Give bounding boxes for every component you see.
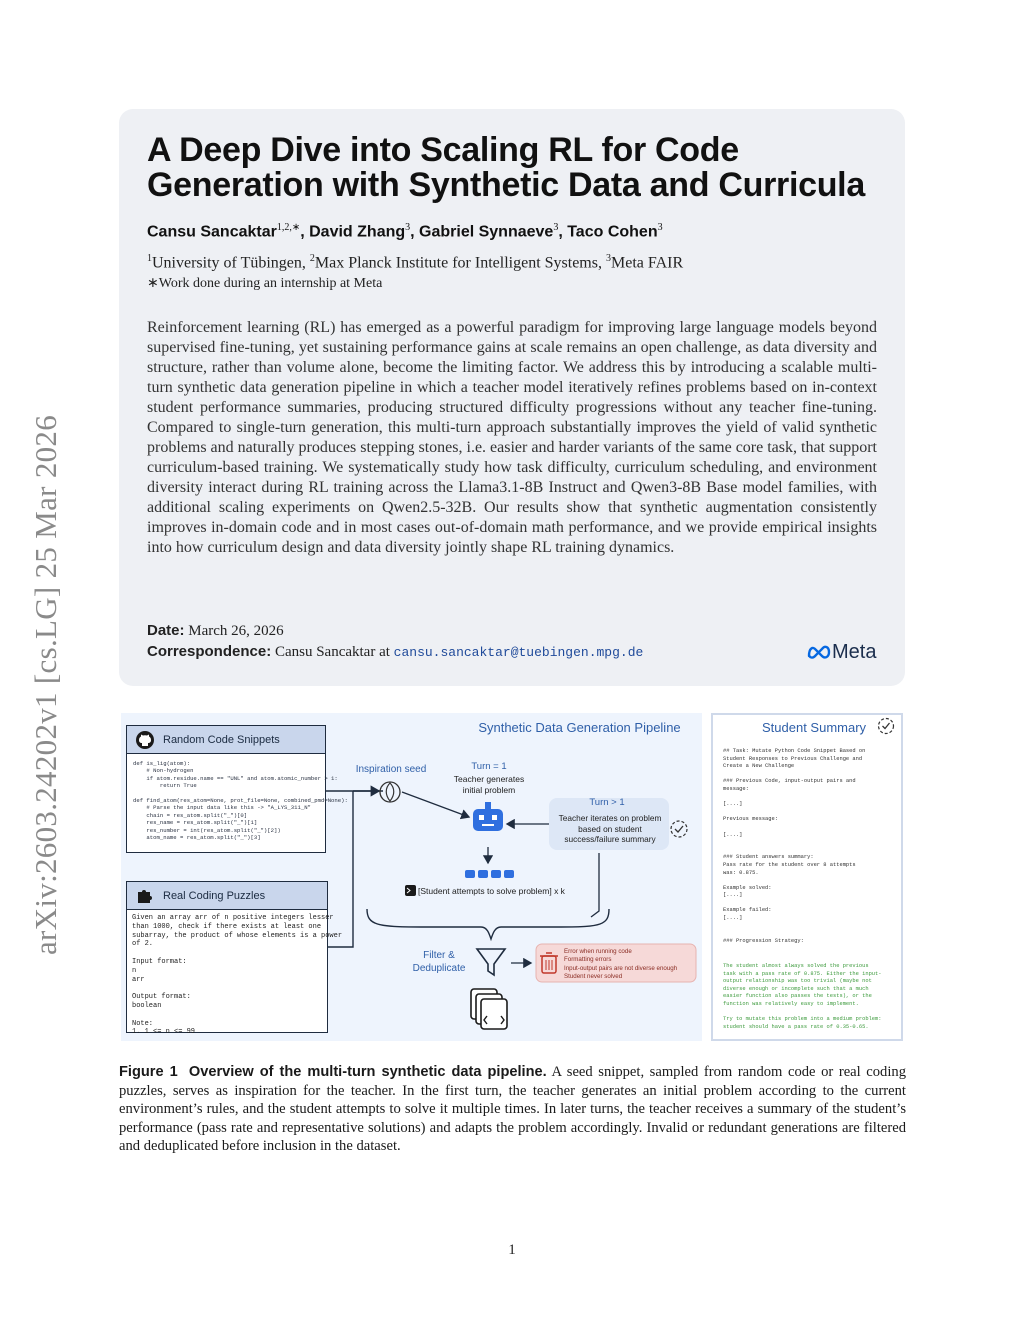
author-name: Cansu Sancaktar [147, 223, 277, 241]
error-item: Student never solved [564, 973, 623, 981]
meta-logo: Meta [806, 641, 876, 664]
paper-title: A Deep Dive into Scaling RL for Code Generation with Synthetic Data and Curricula [147, 131, 865, 204]
arxiv-stamp: arXiv:2603.24202v1 [cs.LG] 25 Mar 2026 [28, 414, 63, 955]
student-summary-title: Student Summary [762, 720, 867, 735]
author-name: Taco Cohen [567, 223, 658, 241]
abstract: Reinforcement learning (RL) has emerged as a powerful paradigm for improving large language models beyond supervised fine-tuning, yet sustaining performance gains at scale remains an open challenge, as data diversity and structure, rather than volume alone, become the limiting factor. We address this by introducing a scalable multi-turn synthetic data generation pipeline in which a teacher model iteratively refines problems based on in-context student performance summaries, producing structured difficulty progressions without any teacher fine-tuning. Compared to single-turn generation, this multi-turn approach substantially improves the yield of valid synthetic problems and naturally produces stepping stones, i.e. easier and harder variants of the same core task, that support curriculum-based training. We systematically study how task difficulty, curriculum scheduling, and environment diversity interact during RL training across the Llama3.1-8B Instruct and Qwen3-8B Base model families, with additional scaling experiments on Qwen2.5-32B. Our results show that synthetic augmentation consistently improves in-domain code and in most cases out-of-domain math performance, and we provide empirical insights into how curriculum design and data diversity jointly shape RL training dynamics. [147, 319, 877, 556]
student-summary-text: ## Task: Mutate Python Code Snippet Based on Student Responses to Previous Challenge and Create a New Challenge ### Previous Code, input-output pairs and message: [....] Previous message: [....] ### Student answers summary: Pass rate for the student over 8 attempts was: 0.875. Example solved: [....] Example failed: [....] ### Progression Strategy: [723, 748, 866, 944]
coding-puzzle-text: Given an array arr of n positive integers lesser than 1000, check if there exists at least one subarray, the product of whose elements is a power of 2. Input format: n arr Output format: boolean Note: 1. 1 <= n <= 99 [132, 914, 343, 1037]
loop-line [591, 883, 599, 917]
filter-label: Filter & Deduplicate [412, 950, 466, 974]
error-list [564, 948, 699, 982]
turn1-label: Turn = 1 [471, 761, 507, 772]
caption-text: A seed snippet, sampled from random code or real coding puzzles, serves as inspiration for the teacher. In the first turn, the teacher generates an initial problem according to the current environment’s rules, and the student attempts to solve it multiple times. In later turns, the teacher receives a summary of the student’s performance (pass rate and representative solutions) and adapts the problem accordingly. Invalid or redundant generations are filtered and deduplicated before inclusion in the dataset. [119, 1064, 907, 1154]
refresh-check-icon [876, 716, 896, 736]
trash-icon [540, 953, 558, 973]
author-list: Cansu Sancaktar$^{1,2,∗}$, David Zhang$^3$, Gabriel Synnaeve$^3$, Taco Cohen$^3$ [147, 222, 663, 241]
affiliations: $^1$University of Tübingen, $^2$Max Planck Institute for Intelligent Systems, $^3$Meta FAIR [147, 253, 684, 272]
turn-gt1-label: Turn > 1 [589, 797, 625, 808]
author-name: Gabriel Synnaeve [419, 223, 554, 241]
random-code-header: Random Code Snippets [127, 726, 325, 754]
error-item: Input-output pairs are not diverse enough [564, 964, 678, 972]
author-name: David Zhang [309, 223, 406, 241]
progression-strategy-text: The student almost always solved the previous task with a pass rate of 0.875. Either the input- output relationship was too trivial (maybe not diverse enough or incomplete such that a much easier function also passes the tests), or the function was relatively easy to implement. Try to mutate this problem into a medium problem: student should have a pass rate of 0.35-0.65. [723, 963, 882, 1030]
error-item: Error when running code [564, 948, 632, 955]
coding-puzzles-header: Real Coding Puzzles [127, 882, 327, 910]
turn-gt1-description: Teacher iterates on problem based on student success/failure summary [558, 813, 662, 844]
caption-title: Overview of the multi-turn synthetic data pipeline. [188, 1064, 547, 1080]
figure-caption [119, 1063, 906, 1156]
meta-infinity-icon [806, 644, 832, 660]
internship-note: ∗Work done during an internship at Meta [147, 276, 383, 291]
correspondence-line: Correspondence: Cansu Sancaktar at cansu.sancaktar@tuebingen.mpg.de [147, 643, 644, 660]
caption-label: Figure 1 [119, 1064, 178, 1080]
inspiration-seed-label: Inspiration seed [355, 764, 427, 775]
random-code-snippet: def is_lig(atom): # Non-hydrogen if atom.residue.name == "UNL" and atom.atomic_number > return True def find_atom(res_atom=None, prot_file=None, combined_pmd=None): # Parse the input data like this -> "A_LYS_311_N" chain = res_atom.split("_")[0] res_name = res_atom.split("_")[1] res_number = int(res_atom.split("_")[2]) atom_name = res_atom.split("_")[3] [133, 760, 348, 842]
turn1-description: Teacher generates initial problem [453, 774, 525, 795]
page-number: 1 [508, 1242, 516, 1258]
arrow-seed-to-teacher [402, 792, 469, 817]
filter-funnel-icon [477, 949, 505, 975]
student-robots-icon [465, 870, 514, 878]
refresh-check-icon [671, 821, 687, 837]
date-line: Date: March 26, 2026 [147, 622, 284, 639]
pipeline-diagram [121, 713, 702, 1041]
error-item: Formatting errors [564, 956, 612, 964]
teacher-robot-icon [473, 802, 503, 831]
student-attempts-label: [Student attempts to solve problem] x k [418, 886, 565, 896]
connector-line [327, 791, 353, 947]
seed-icon [380, 782, 400, 802]
pipeline-title: Synthetic Data Generation Pipeline [478, 720, 681, 735]
dataset-stack-icon [471, 989, 507, 1029]
email-link[interactable]: cansu.sancaktar@tuebingen.mpg.de [393, 645, 644, 660]
brace-line [367, 909, 609, 939]
